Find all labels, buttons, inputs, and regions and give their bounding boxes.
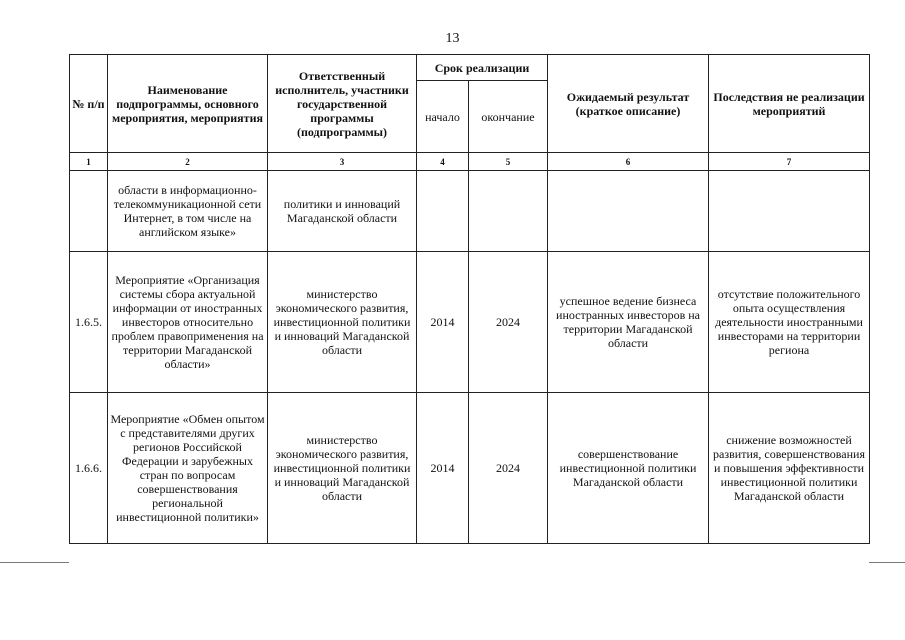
column-number: 4 xyxy=(417,153,469,171)
header-period: Срок реализации xyxy=(417,55,548,81)
header-result: Ожидаемый результат (краткое описание) xyxy=(548,55,709,153)
row-start: 2014 xyxy=(417,252,469,393)
column-numbers-row xyxy=(70,153,870,171)
row-name: области в информационно-телекоммуникационной сети Интернет, в том числе на английском языке» xyxy=(108,171,268,252)
row-end: 2024 xyxy=(469,252,548,393)
program-activities-table xyxy=(69,54,870,544)
row-consequences: снижение возможностей развития, совершенствования и повышения эффективности инвестиционной политики Магаданской области xyxy=(709,393,870,544)
row-name: Мероприятие «Организация системы сбора актуальной информации от иностранных инвесторов относительно проблем правоприменения на территории Магаданской области» xyxy=(108,252,268,393)
column-number: 2 xyxy=(108,153,268,171)
column-number: 7 xyxy=(709,153,870,171)
column-number: 6 xyxy=(548,153,709,171)
row-num: 1.6.5. xyxy=(70,252,108,393)
table-row xyxy=(70,252,870,393)
row-consequences: отсутствие положительного опыта осуществления деятельности иностранными инвесторами на территории региона xyxy=(709,252,870,393)
column-number: 1 xyxy=(70,153,108,171)
page-number: 13 xyxy=(445,31,460,46)
row-responsible: министерство экономического развития, инвестиционной политики и инноваций Магаданской области xyxy=(268,252,417,393)
row-result: совершенствование инвестиционной политики Магаданской области xyxy=(548,393,709,544)
header-end: окончание xyxy=(469,81,548,153)
row-result: успешное ведение бизнеса иностранных инвесторов на территории Магаданской области xyxy=(548,252,709,393)
row-start: 2014 xyxy=(417,393,469,544)
row-end: 2024 xyxy=(469,393,548,544)
row-num: 1.6.6. xyxy=(70,393,108,544)
row-responsible: министерство экономического развития, инвестиционной политики и инноваций Магаданской области xyxy=(268,393,417,544)
row-name: Мероприятие «Обмен опытом с представителями других регионов Российской Федерации и зарубежных стран по вопросам совершенствования региональной инвестиционной политики» xyxy=(108,393,268,544)
header-name: Наименование подпрограммы, основного мероприятия, мероприятия xyxy=(108,55,268,153)
row-consequences xyxy=(709,171,870,252)
row-end xyxy=(469,171,548,252)
row-responsible: политики и инноваций Магаданской области xyxy=(268,171,417,252)
column-number: 3 xyxy=(268,153,417,171)
header-consequences: Последствия не реализации мероприятий xyxy=(709,55,870,153)
header-num: № п/п xyxy=(70,55,108,153)
row-start xyxy=(417,171,469,252)
table-row xyxy=(70,171,870,252)
header-start: начало xyxy=(417,81,469,153)
left-margin-rule xyxy=(0,562,69,563)
right-margin-rule xyxy=(869,562,905,563)
row-result xyxy=(548,171,709,252)
column-number: 5 xyxy=(469,153,548,171)
table-row xyxy=(70,393,870,544)
header-responsible: Ответственный исполнитель, участники государственной программы (подпрограммы) xyxy=(268,55,417,153)
row-num xyxy=(70,171,108,252)
